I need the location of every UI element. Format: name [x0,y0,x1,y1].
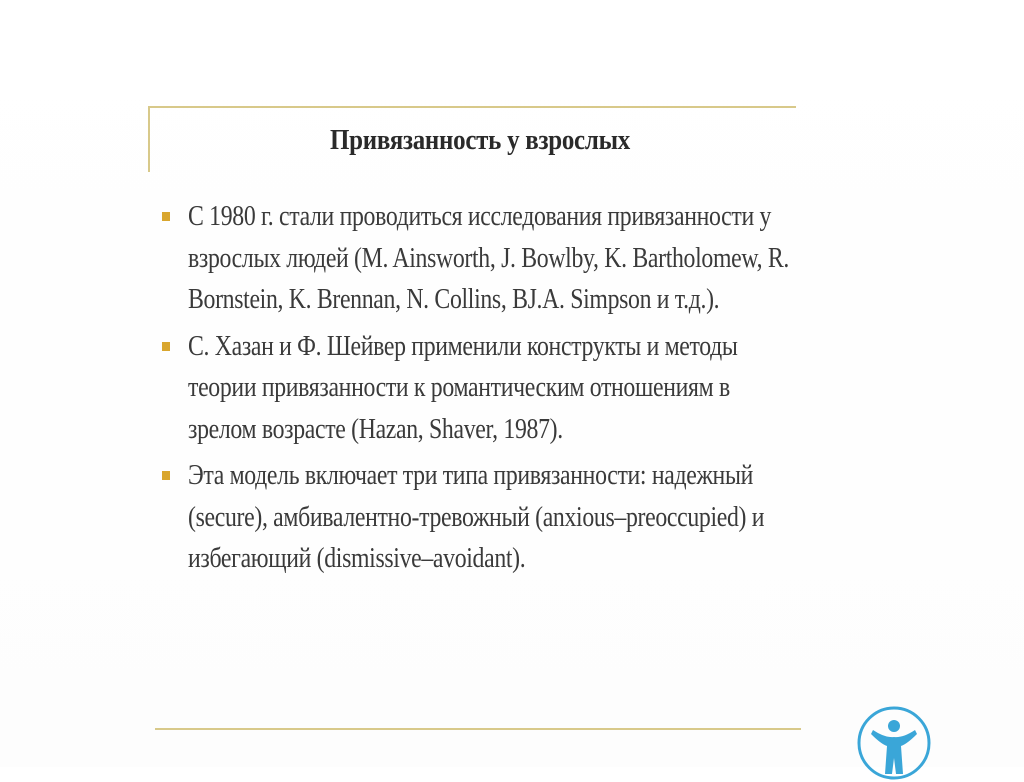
bullet-item [160,455,800,580]
square-bullet-icon [162,471,170,480]
square-bullet-icon [162,212,170,221]
bullet-text: Эта модель включает три типа привязанности: надежный (secure), амбивалентно-тревожный (anxious–preoccupied) и избегающий (dismissive–avoidant). [188,459,765,574]
bullet-text: С. Хазан и Ф. Шейвер применили конструкты и методы теории привязанности к романтическим отношениям в зрелом возрасте (Hazan, Shaver, 1987). [188,329,738,445]
left-rule [148,106,150,172]
bullet-item [160,196,800,321]
person-arms-raised-icon [855,704,933,782]
slide-title: Привязанность у взрослых [329,124,631,156]
square-bullet-icon [162,342,170,351]
bullet-item [160,326,800,451]
bottom-rule [155,728,801,730]
top-rule [148,106,796,108]
bullet-list [160,196,800,585]
bullet-text: С 1980 г. стали проводиться исследования привязанности у взрослых людей (M. Ainsworth, J. Bowlby, K. Bartholomew, R. Bornstein, K. Brennan, N. Collins, BJ.A. Simpson и т.д.). [188,200,790,315]
